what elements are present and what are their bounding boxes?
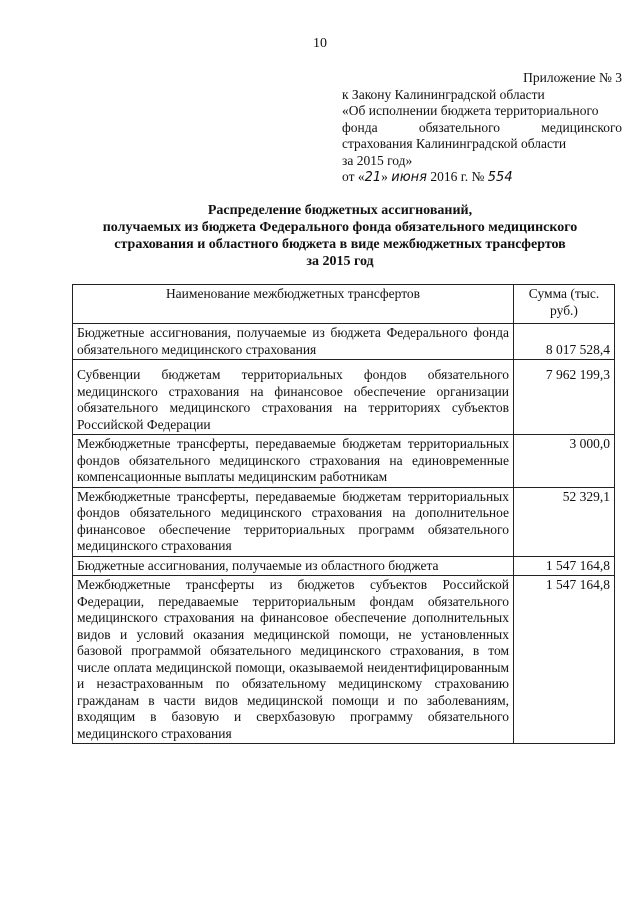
heading-line: получаемых из бюджета Федерального фонда обязательного медицинского [102,220,578,235]
row-amount: 8 017 528,4 [514,324,615,360]
header-sum: Сумма (тыс. руб.) [514,285,615,324]
date-month: июня [391,170,427,185]
table-row [73,576,615,744]
date-number: 554 [487,170,513,185]
appendix-line: «Об исполнении бюджета территориального [342,103,599,118]
row-amount: 1 547 164,8 [514,576,615,744]
heading-line: Распределение бюджетных ассигнований, [207,203,473,218]
date-mid: » [381,169,392,184]
row-amount: 3 000,0 [514,435,615,488]
table-row [73,360,615,435]
date-day: 21 [364,170,382,185]
appendix-title: Приложение № 3 [523,70,622,85]
appendix-block [342,70,622,187]
row-name: Бюджетные ассигнования, получаемые из бюджета Федерального фонда обязательного медицинского страхования [73,324,514,360]
appendix-line: за 2015 год» [342,152,413,168]
table-row [73,556,615,576]
row-name: Субвенции бюджетам территориальных фондов обязательного медицинского страхования на финансовое обеспечение организации обязательного медицинского страхования на территориях субъектов Российской Федерации [73,360,514,435]
row-name: Бюджетные ассигнования, получаемые из областного бюджета [73,556,514,576]
heading-line: страхования и областного бюджета в виде межбюджетных трансфертов [114,237,566,252]
transfers-table [72,284,615,744]
appendix-line: фонда обязательного медицинского [342,119,622,135]
row-amount: 1 547 164,8 [514,556,615,576]
row-name: Межбюджетные трансферты, передаваемые бюджетам территориальных фондов обязательного медицинского страхования на дополнительное финансовое обеспечение территориальных программ обязательного медицинского страхования [73,487,514,556]
table-row [73,324,615,360]
row-name: Межбюджетные трансферты из бюджетов субъектов Российской Федерации, передаваемые территориальным фондам обязательного медицинского страхования на финансовое обеспечение дополнительных видов и условий оказания медицинской помощи, не установленных базовой программой обязательного медицинского страхования, в том числе оплата медицинской помощи, оказываемой неидентифицированным и незастрахованным по обязательному медицинскому страхованию гражданам в части видов медицинской помощи и по заболеваниям, входящим в базовую и сверхбазовую программу обязательного медицинского страхования [73,576,514,744]
table-header-row [73,285,615,324]
row-name: Межбюджетные трансферты, передаваемые бюджетам территориальных фондов обязательного медицинского страхования на единовременные компенсационные выплаты медицинским работникам [73,435,514,488]
page-number: 10 [313,36,327,51]
document-heading [60,202,620,270]
row-amount: 52 329,1 [514,487,615,556]
heading-line: за 2015 год [306,254,374,269]
date-prefix: от « [342,169,365,184]
appendix-line: к Закону Калининградской области [342,86,545,102]
date-year: 2016 г. № [427,169,488,184]
appendix-line: страхования Калининградской области [342,136,567,151]
header-name: Наименование межбюджетных трансфертов [73,285,514,324]
table-row [73,435,615,488]
table-row [73,487,615,556]
row-amount: 7 962 199,3 [514,360,615,435]
appendix-date-line [342,169,622,187]
